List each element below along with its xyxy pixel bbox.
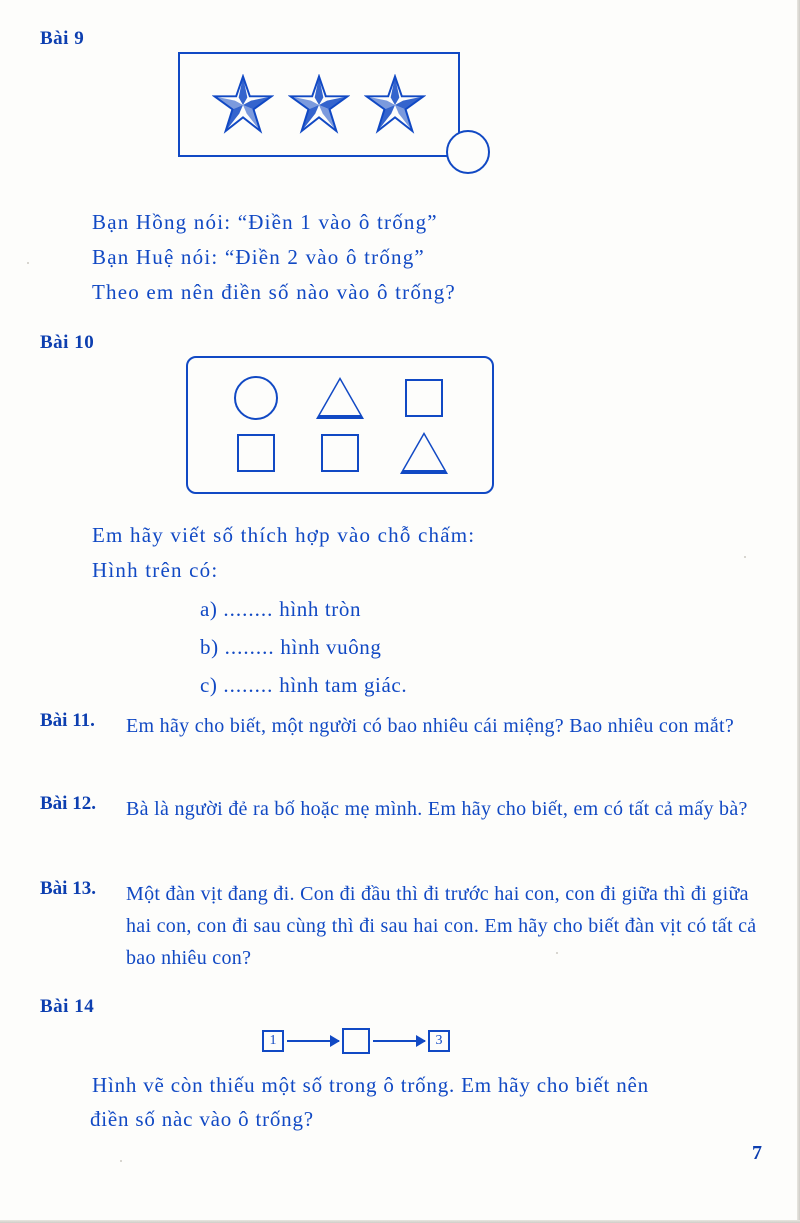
paper-speck <box>120 1160 122 1162</box>
number-cell: 3 <box>428 1030 450 1052</box>
bai14-text <box>92 1068 762 1136</box>
bai14-figure <box>262 1028 450 1054</box>
star-icon <box>364 74 426 136</box>
exercise-label-bai11: Bài 11. <box>40 710 95 731</box>
page-number: 7 <box>752 1142 762 1164</box>
star-icon <box>288 74 350 136</box>
exercise-text-bai11: Em hãy cho biết, một người có bao nhiêu cái miệng? Bao nhiêu con mắt? <box>126 715 735 737</box>
square-shape <box>237 434 275 472</box>
bai10-instruction-block <box>92 518 475 588</box>
item-marker: a) <box>200 597 218 621</box>
shape-box <box>186 356 494 494</box>
list-item <box>200 590 407 628</box>
triangle-shape <box>316 377 364 419</box>
exercise-text-bai13: Một đàn vịt đang đi. Con đi đầu thì đi trước hai con, con đi giữa thì đi giữa hai con, con đi sau cùng thì đi sau hai con. Em hãy cho biết đàn vịt có tất cả bao nhiêu con? <box>126 883 757 969</box>
arrow-right-icon <box>373 1040 425 1042</box>
square-shape <box>405 379 443 417</box>
paper-speck <box>27 262 29 264</box>
star-row <box>180 54 458 155</box>
exercise-label-bai10: Bài 10 <box>40 332 95 353</box>
bai10-subheading: Hình trên có: <box>92 558 219 582</box>
item-marker: c) <box>200 673 218 697</box>
exercise-bai12 <box>40 793 758 825</box>
list-item <box>200 666 407 704</box>
item-dots: ........ <box>223 597 274 621</box>
bai10-instruction: Em hãy viết số thích hợp vào chỗ chấm: <box>92 523 476 547</box>
bai9-figure <box>178 52 460 157</box>
exercise-label-bai12: Bài 12. <box>40 793 96 814</box>
bai14-line-1: Hình vẽ còn thiếu một số trong ô trống. Em hãy cho biết nên <box>92 1073 649 1097</box>
bai9-lines <box>92 205 456 310</box>
item-dots: ........ <box>223 673 274 697</box>
shape-grid <box>214 370 466 480</box>
bai9-line-2: Bạn Huệ nói: “Điền 2 vào ô trống” <box>92 245 425 269</box>
paper-speck <box>744 556 746 558</box>
bai14-line-2: điền số nàc vào ô trống? <box>90 1107 314 1131</box>
item-marker: b) <box>200 635 219 659</box>
bai9-line-1: Bạn Hồng nói: “Điền 1 vào ô trống” <box>92 210 438 234</box>
item-text: hình tròn <box>279 597 362 621</box>
number-cell: 1 <box>262 1030 284 1052</box>
star-icon <box>212 74 274 136</box>
star-box <box>178 52 460 157</box>
blank-cell <box>342 1028 370 1054</box>
exercise-bai11 <box>40 710 758 742</box>
item-text: hình vuông <box>280 635 382 659</box>
bai10-answer-list <box>200 590 407 704</box>
exercise-label-bai13: Bài 13. <box>40 878 96 899</box>
bai10-figure <box>186 356 494 494</box>
item-dots: ........ <box>224 635 275 659</box>
blank-circle <box>446 130 490 174</box>
exercise-label-bai14: Bài 14 <box>40 996 95 1017</box>
arrow-right-icon <box>287 1040 339 1042</box>
square-shape <box>321 434 359 472</box>
item-text: hình tam giác. <box>279 673 408 697</box>
bai9-line-3: Theo em nên điền số nào vào ô trống? <box>92 280 456 304</box>
exercise-label-bai9: Bài 9 <box>40 28 85 49</box>
list-item <box>200 628 407 666</box>
exercise-text-bai12: Bà là người đẻ ra bố hoặc mẹ mình. Em hãy cho biết, em có tất cả mấy bà? <box>126 798 748 820</box>
exercise-bai13 <box>40 878 758 974</box>
triangle-shape <box>400 432 448 474</box>
paper-speck <box>556 952 558 954</box>
circle-shape <box>234 376 278 420</box>
